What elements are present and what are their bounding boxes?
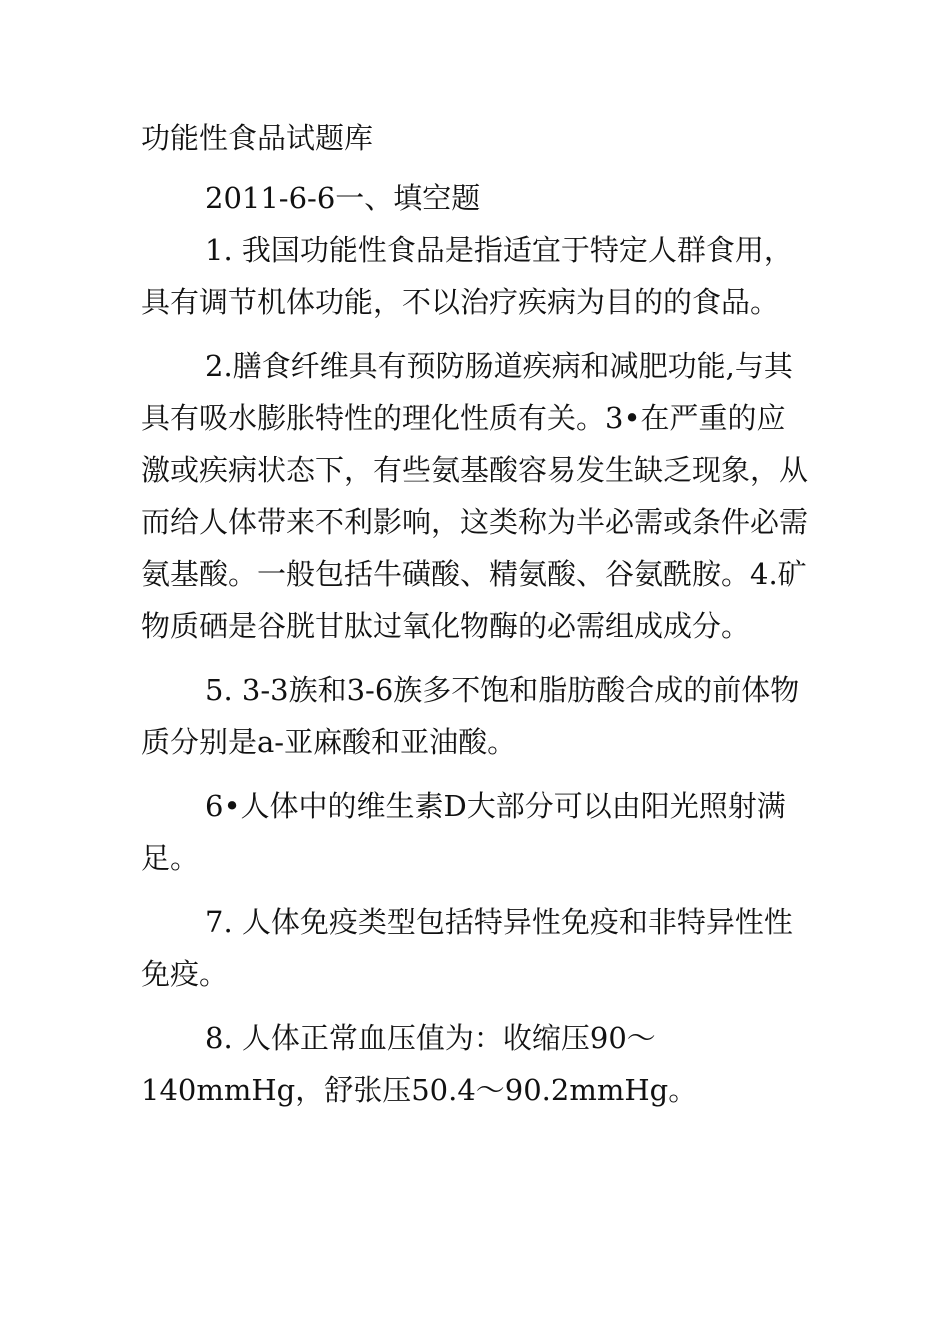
paragraph-5: 5. 3-3族和3-6族多不饱和脂肪酸合成的前体物质分别是a-亚麻酸和亚油酸。 [141, 673, 800, 759]
document-body [141, 112, 813, 1116]
paragraph-2: 2.膳食纤维具有预防肠道疾病和减肥功能,与其具有吸水膨胀特性的理化性质有关。3•在严重的应激或疾病状态下，有些氨基酸容易发生缺乏现象，从而给人体带来不利影响，这类称为半必需或条件必需氨基酸。一般包括牛磺酸、精氨酸、谷氨酰胺。4.矿物质硒是谷胱甘肽过氧化物酶的必需组成成分。 [141, 349, 809, 643]
paragraph-1: 1. 我国功能性食品是指适宜于特定人群食用，具有调节机体功能，不以治疗疾病为目的的食品。 [141, 233, 793, 319]
paragraph-6: 6•人体中的维生素D大部分可以由阳光照射满足。 [141, 789, 786, 875]
document-subtitle: 2011-6-6一、填空题 [205, 181, 481, 215]
paragraph-8: 8. 人体正常血压值为：收缩压90〜140mmHg，舒张压50.4〜90.2mmHg。 [141, 1021, 698, 1107]
document-title: 功能性食品试题库 [141, 121, 374, 155]
paragraph-7: 7. 人体免疫类型包括特异性免疫和非特异性性免疫。 [141, 905, 793, 991]
